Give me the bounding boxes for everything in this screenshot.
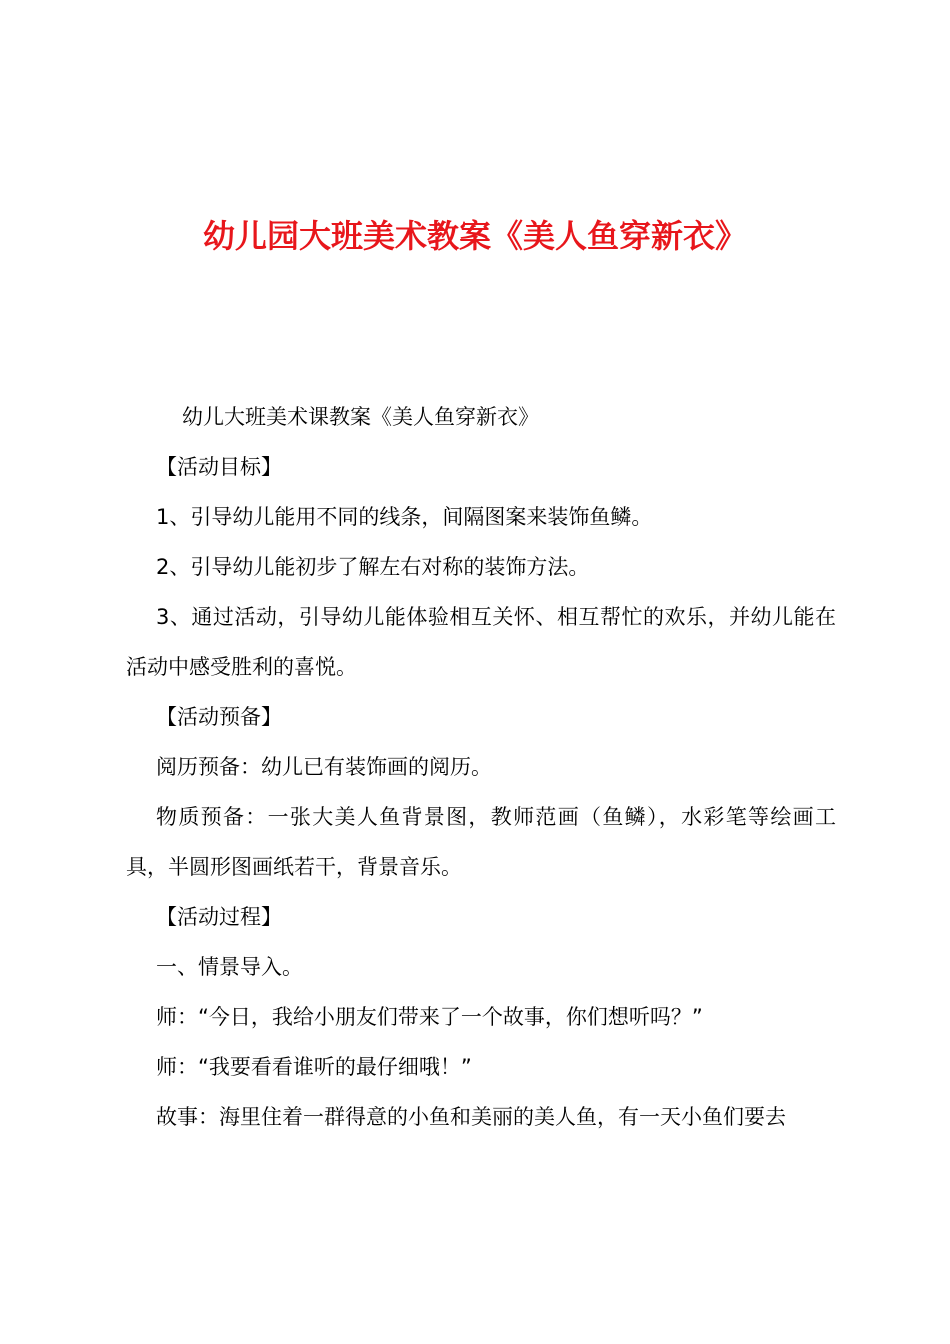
goal-item-2: 2、引导幼儿能初步了解左右对称的装饰方法。 — [156, 555, 590, 579]
experience-preparation: 阅历预备：幼儿已有装饰画的阅历。 — [156, 755, 492, 779]
teacher-line-1: 师：“今日，我给小朋友们带来了一个故事，你们想听吗？” — [156, 1005, 703, 1029]
teacher-line-2: 师：“我要看看谁听的最仔细哦！” — [156, 1055, 472, 1079]
document-title: 幼儿园大班美术教案《美人鱼穿新衣》 — [202, 217, 747, 255]
process-step-1: 一、情景导入。 — [156, 955, 303, 979]
document-body — [126, 392, 836, 1142]
section-heading-goals: 【活动目标】 — [156, 455, 282, 479]
section-heading-process: 【活动过程】 — [156, 905, 282, 929]
lesson-subtitle: 幼儿大班美术课教案《美人鱼穿新衣》 — [182, 405, 539, 429]
section-heading-preparation: 【活动预备】 — [156, 705, 282, 729]
goal-item-1: 1、引导幼儿能用不同的线条，间隔图案来装饰鱼鳞。 — [156, 505, 653, 529]
material-preparation: 物质预备：一张大美人鱼背景图，教师范画（鱼鳞），水彩笔等绘画工具，半圆形图画纸若干，背景音乐。 — [126, 805, 836, 879]
story-paragraph: 故事：海里住着一群得意的小鱼和美丽的美人鱼，有一天小鱼们要去 — [156, 1105, 786, 1129]
goal-item-3: 3、通过活动，引导幼儿能体验相互关怀、相互帮忙的欢乐，并幼儿能在活动中感受胜利的喜悦。 — [126, 605, 836, 679]
